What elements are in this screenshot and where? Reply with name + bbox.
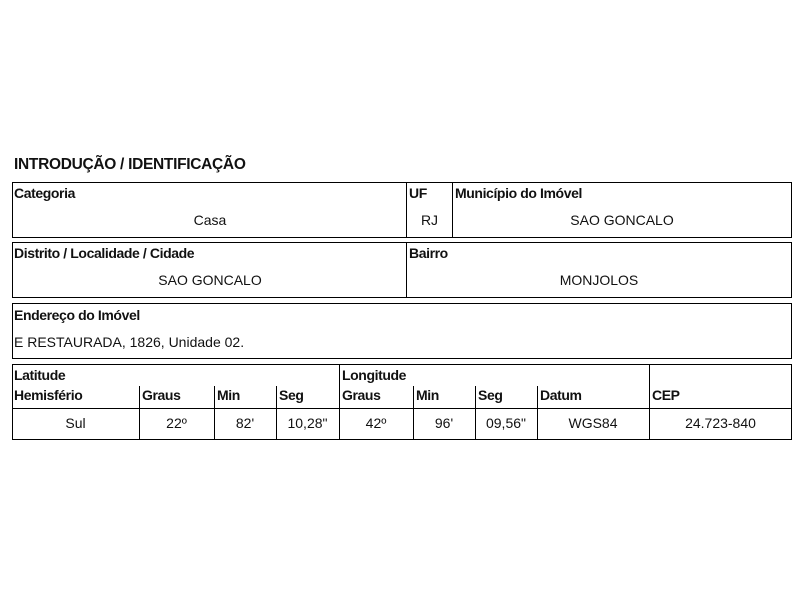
bairro-label: Bairro	[409, 245, 448, 261]
lon-graus-label: Graus	[342, 387, 381, 403]
cep-value: 24.723-840	[685, 415, 756, 431]
row-categoria-uf-municipio	[12, 182, 792, 238]
lon-min-label: Min	[416, 387, 439, 403]
uf-value: RJ	[420, 212, 439, 228]
longitude-label: Longitude	[342, 367, 407, 383]
lon-seg-label: Seg	[478, 387, 503, 403]
hemisferio-label: Hemisfério	[14, 387, 83, 403]
endereco-label: Endereço do Imóvel	[14, 307, 140, 323]
municipio-label: Município do Imóvel	[455, 185, 582, 201]
lon-min-value: 96'	[434, 415, 454, 431]
lat-graus-value: 22º	[166, 415, 187, 431]
bairro-value: MONJOLOS	[559, 272, 639, 288]
latitude-label: Latitude	[14, 367, 66, 383]
uf-label: UF	[409, 185, 427, 201]
lon-graus-value: 42º	[365, 415, 387, 431]
hemisferio-value: Sul	[65, 415, 86, 431]
cep-label: CEP	[652, 387, 680, 403]
categoria-value: Casa	[193, 212, 227, 228]
distrito-label: Distrito / Localidade / Cidade	[14, 245, 195, 261]
lat-min-value: 82'	[235, 415, 255, 431]
endereco-value: E RESTAURADA, 1826, Unidade 02.	[14, 334, 245, 350]
datum-label: Datum	[540, 387, 582, 403]
section-title: INTRODUÇÃO / IDENTIFICAÇÃO	[14, 156, 246, 173]
lat-min-label: Min	[217, 387, 240, 403]
categoria-label: Categoria	[14, 185, 75, 201]
lat-seg-value: 10,28"	[287, 415, 328, 431]
distrito-value: SAO GONCALO	[158, 272, 262, 288]
municipio-value: SAO GONCALO	[570, 212, 674, 228]
lon-seg-value: 09,56"	[485, 415, 526, 431]
datum-value: WGS84	[568, 415, 618, 431]
lat-graus-label: Graus	[142, 387, 181, 403]
lat-seg-label: Seg	[279, 387, 304, 403]
